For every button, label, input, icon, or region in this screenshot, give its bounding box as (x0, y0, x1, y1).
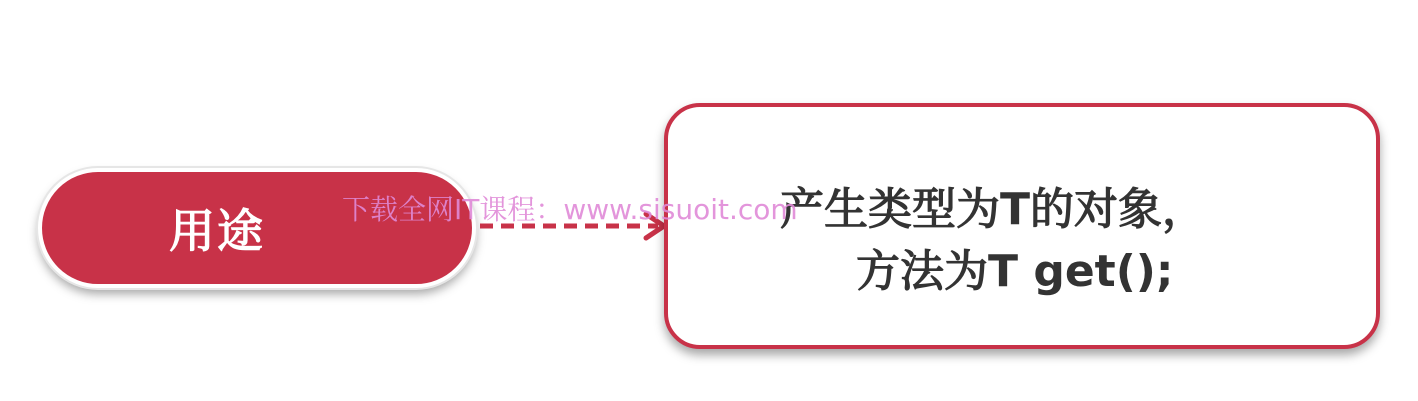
watermark-text: 下载全网IT课程：www.sisuoit.com (342, 193, 798, 226)
purpose-node (38, 168, 476, 288)
purpose-node-label: 用途 (169, 204, 265, 258)
description-line-1: 产生类型为T的对象， (780, 184, 1207, 235)
description-line-2: 方法为T get(); (856, 246, 1174, 297)
